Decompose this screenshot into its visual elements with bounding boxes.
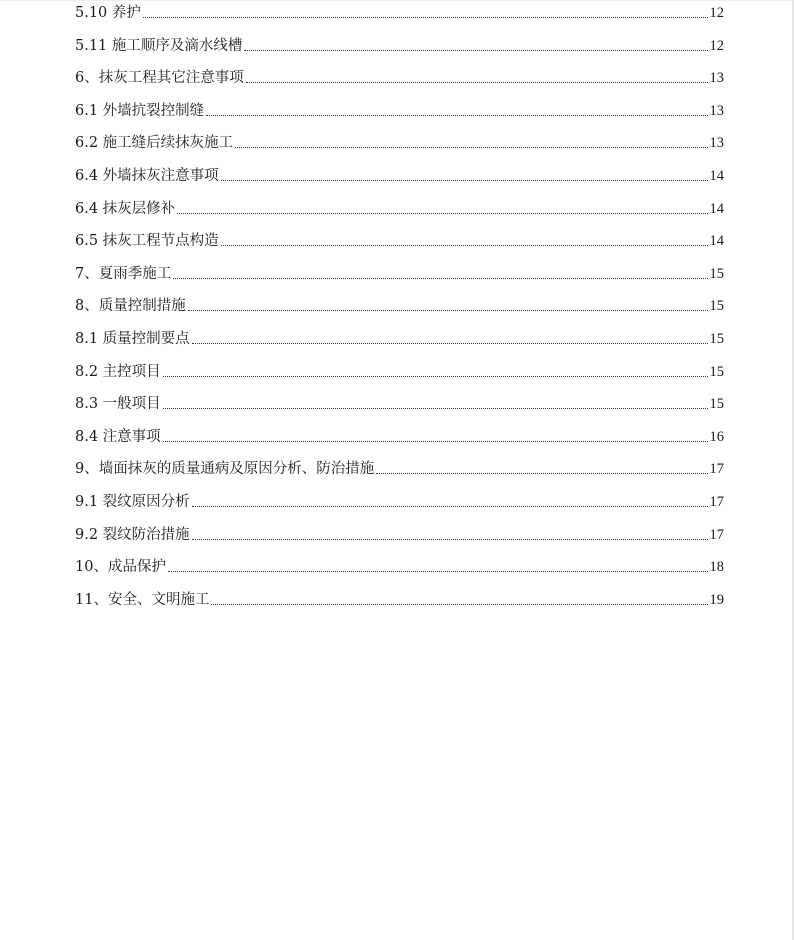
toc-entry[interactable] bbox=[75, 185, 724, 218]
toc-entry[interactable] bbox=[75, 152, 724, 185]
toc-entry-page: 13 bbox=[709, 102, 724, 119]
toc-entry[interactable] bbox=[75, 218, 724, 251]
toc-entry[interactable] bbox=[75, 87, 724, 120]
toc-entry-page: 14 bbox=[709, 233, 724, 250]
toc-entry-title: 8、质量控制措施 bbox=[75, 298, 186, 315]
table-of-contents bbox=[75, 0, 724, 609]
toc-dot-leader bbox=[221, 244, 708, 246]
toc-entry-page: 12 bbox=[709, 37, 724, 54]
toc-entry-page: 15 bbox=[709, 396, 724, 413]
toc-dot-leader bbox=[177, 212, 707, 214]
toc-entry-title: 6.1 外墙抗裂控制缝 bbox=[75, 102, 205, 119]
toc-entry-title: 8.1 质量控制要点 bbox=[75, 330, 190, 347]
toc-dot-leader bbox=[143, 16, 708, 18]
toc-entry[interactable] bbox=[75, 478, 724, 511]
toc-dot-leader bbox=[192, 505, 708, 507]
toc-dot-leader bbox=[168, 570, 708, 572]
toc-dot-leader bbox=[244, 49, 707, 51]
toc-dot-leader bbox=[235, 146, 707, 148]
toc-entry-title: 9.1 裂纹原因分析 bbox=[75, 493, 190, 510]
toc-entry[interactable] bbox=[75, 381, 724, 414]
toc-entry-page: 14 bbox=[709, 200, 724, 217]
toc-entry-title: 7、夏雨季施工 bbox=[75, 265, 172, 282]
toc-entry-page: 12 bbox=[709, 5, 724, 21]
toc-entry-title: 6.4 外墙抹灰注意事项 bbox=[75, 167, 219, 184]
toc-entry-title: 5.10 养护 bbox=[75, 5, 141, 21]
toc-entry[interactable] bbox=[75, 283, 724, 316]
toc-entry-title: 6、抹灰工程其它注意事项 bbox=[75, 70, 244, 87]
toc-entry[interactable] bbox=[75, 413, 724, 446]
toc-dot-leader bbox=[246, 81, 708, 83]
toc-entry[interactable] bbox=[75, 511, 724, 544]
toc-dot-leader bbox=[163, 440, 708, 442]
toc-entry-title: 8.4 注意事项 bbox=[75, 428, 161, 445]
toc-entry-title: 9.2 裂纹防治措施 bbox=[75, 526, 190, 543]
toc-dot-leader bbox=[163, 407, 708, 409]
toc-dot-leader bbox=[211, 603, 707, 605]
toc-entry-title: 6.2 施工缝后续抹灰施工 bbox=[75, 135, 234, 152]
toc-entry-page: 15 bbox=[709, 363, 724, 380]
toc-entry-title: 11、安全、文明施工 bbox=[75, 591, 210, 608]
toc-entry-title: 9、墙面抹灰的质量通病及原因分析、防治措施 bbox=[75, 461, 375, 478]
toc-entry-page: 16 bbox=[709, 428, 724, 445]
toc-dot-leader bbox=[188, 309, 708, 311]
toc-entry[interactable] bbox=[75, 544, 724, 577]
toc-entry-page: 17 bbox=[709, 461, 724, 478]
toc-entry[interactable] bbox=[75, 120, 724, 153]
toc-entry[interactable] bbox=[75, 22, 724, 55]
toc-entry-title: 5.11 施工顺序及滴水线槽 bbox=[75, 37, 243, 54]
toc-entry-page: 17 bbox=[709, 526, 724, 543]
toc-entry[interactable] bbox=[75, 446, 724, 479]
toc-entry[interactable] bbox=[75, 348, 724, 381]
toc-entry-title: 6.4 抹灰层修补 bbox=[75, 200, 176, 217]
toc-entry-page: 19 bbox=[709, 591, 724, 608]
toc-entry-page: 15 bbox=[709, 265, 724, 282]
toc-entry[interactable] bbox=[75, 55, 724, 88]
toc-dot-leader bbox=[173, 277, 707, 279]
toc-entry[interactable] bbox=[75, 250, 724, 283]
toc-entry-page: 13 bbox=[709, 135, 724, 152]
toc-entry-page: 18 bbox=[709, 559, 724, 576]
toc-dot-leader bbox=[163, 375, 708, 377]
toc-entry-page: 14 bbox=[709, 167, 724, 184]
toc-entry-page: 15 bbox=[709, 330, 724, 347]
toc-dot-leader bbox=[192, 538, 708, 540]
toc-entry[interactable] bbox=[75, 0, 724, 22]
toc-dot-leader bbox=[192, 342, 708, 344]
toc-entry-page: 15 bbox=[709, 298, 724, 315]
toc-entry[interactable] bbox=[75, 315, 724, 348]
toc-entry-title: 10、成品保护 bbox=[75, 559, 166, 576]
toc-entry-title: 8.2 主控项目 bbox=[75, 363, 161, 380]
toc-dot-leader bbox=[206, 114, 707, 116]
toc-dot-leader bbox=[221, 179, 708, 181]
toc-entry-page: 17 bbox=[709, 493, 724, 510]
toc-dot-leader bbox=[376, 472, 707, 474]
toc-entry-title: 6.5 抹灰工程节点构造 bbox=[75, 233, 219, 250]
toc-entry-title: 8.3 一般项目 bbox=[75, 396, 161, 413]
toc-entry[interactable] bbox=[75, 576, 724, 609]
toc-entry-page: 13 bbox=[709, 70, 724, 87]
